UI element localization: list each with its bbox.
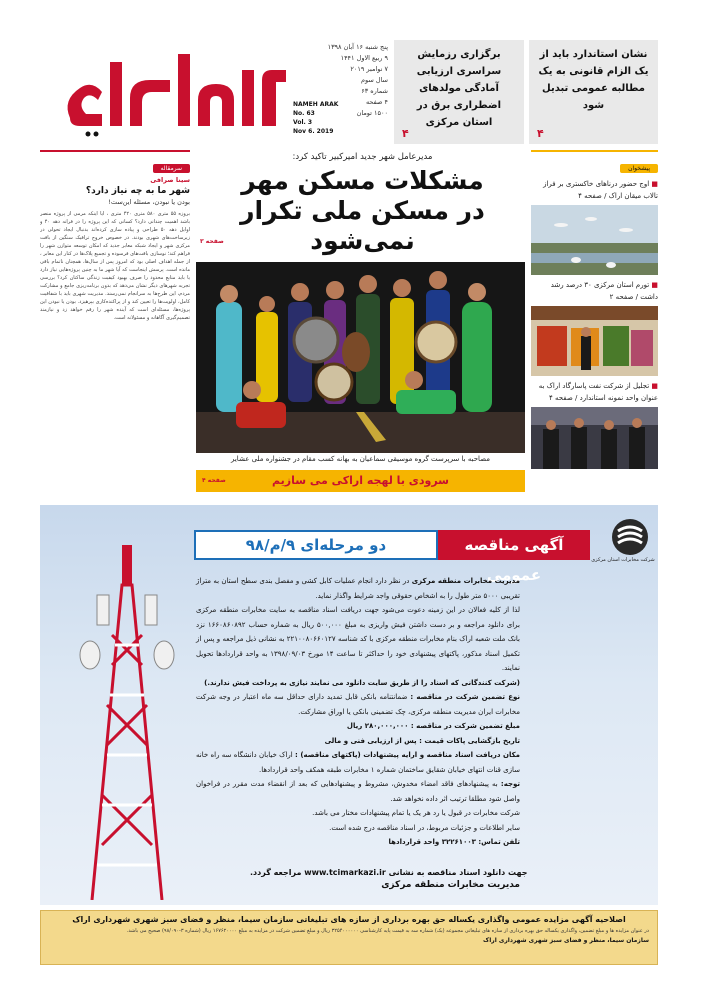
bullet-icon: ■ xyxy=(649,382,658,390)
digest-item-2-text: تورم استان مرکزی ۳۰ درصد رشد داشت / صفحه ۲ xyxy=(550,281,658,301)
cranes-photo[interactable] xyxy=(531,205,658,275)
sub-headline-banner[interactable] xyxy=(196,470,525,492)
more-info: سایر اطلاعات و جزئیات مربوط، در اسناد مناقصه درج شده است. xyxy=(329,823,520,832)
issue-date-gregorian: ۷ نوامبر ۲۰۱۹ xyxy=(350,65,388,73)
editorial-body: بروزه ۵۵ متری ۵۸۰ متری ۴۲۰ متری ، ایا اینکه مرمی از پروژه منصر باشد اهمیت چندانی دارد؟ کسانی که این پروژه را در فرانه دهه ۴۰ و اوایل دهه ۵۰ طراحی و پیاده سازی کرده‌اند بدنبال ایجاد تحولی در زیرساخت‌های شهری بودند. در خصوص خروج ترافیک سنگین از بافت مرکزی شهر و ایجاد شبکه معابر جدید که امکان توسعه متوازن شهر را فراهم کند؛ نوسازی بافت‌های فرسوده و تجمیع پلاک‌ها در کنار این معابر ، از جمله اهداف اصلی بود که امروز پس از سال‌ها، همچنان ناتمام باقی مانده است. پرسش اینجاست که آیا شهر ما به چنین پروژه‌هایی نیاز دارد یا باید منابع محدود را صرف بهبود کیفیت زندگی ساکنان کرد؟ بررسی تجربه شهرهای دیگر نشان می‌دهد که بدون برنامه‌ریزی جامع و مشارکت مردم، این طرح‌ها به سرانجام نمی‌رسند. مدیریت شهری باید با شفافیت کامل، اولویت‌ها را تعیین کند و از پراکنده‌کاری بپرهیزد. بودن یا نبودن این پروژه‌ها، مسئله‌ای است که آینده شهر را رقم خواهد زد و نیازمند تصمیم‌گیری آگاهانه و مسئولانه است. xyxy=(40,211,190,321)
news-digest-column xyxy=(531,150,658,495)
teaser-1-page: ۴ xyxy=(402,127,409,140)
issue-date-hijri: ۹ ربیع الاول ۱۴۴۱ xyxy=(340,54,388,62)
editorial-badge: سرمقاله xyxy=(153,164,190,173)
sub-page-ref: صفحه ۴ xyxy=(202,477,226,484)
tender-signature: مدیریت مخابرات منطقه مرکزی xyxy=(381,880,520,890)
market-photo[interactable] xyxy=(531,306,658,376)
tender-body xyxy=(196,574,520,850)
digest-item-2[interactable] xyxy=(531,279,658,303)
lead-headline-line-1: مشکلات مسکن مهر xyxy=(241,166,484,195)
tender-website[interactable]: جهت دانلود اسناد مناقصه به نشانی www.tcimarkazi.ir مراجعه گردد. xyxy=(250,868,528,877)
tender-issuer: مدیریت مخابرات منطقه مرکزی xyxy=(411,577,520,585)
contact-phone: تلفن تماس: ۳۲۲۶۱۰۰۳ واحد قراردادها xyxy=(388,838,520,846)
telecom-company-logo xyxy=(610,517,650,557)
digest-item-1[interactable] xyxy=(531,178,658,202)
market-illustration xyxy=(531,306,658,376)
teaser-1-text: برگزاری رزمایش سراسری ارزیابی آمادگی مولدهای اضطراری برق در استان مرکزی xyxy=(416,49,502,128)
opening-date: تاریخ بازگشایی پاکات قیمت : پس از ارزیابی فنی و مالی xyxy=(324,736,520,745)
issue-pages: ۴ صفحه xyxy=(365,98,388,106)
issue-number-en: No. 63 xyxy=(293,110,315,117)
note-label: توجه: xyxy=(500,780,521,788)
tender-number: دو مرحله‌ای ۹/م/۹۸ xyxy=(194,530,438,560)
notice-signature: سازمان سیما، منظر و فضای سبز شهری شهرداری اراک xyxy=(483,937,649,944)
logo-subtitle: NAMEH ARAK xyxy=(293,101,339,108)
telecom-tower-icon xyxy=(52,545,202,900)
guarantee-type-label: نوع تضمین شرکت در مناقصه : xyxy=(410,693,521,701)
sub-headline: سرودی با لهجه اراکی می سازیم xyxy=(272,474,449,487)
digest-item-1-text: اوج حضور درناهای خاکستری بر فراز تالاب میقان اراک / صفحه ۴ xyxy=(543,180,658,200)
note-text: به پیشنهادهای فاقد امضاء مخدوش، مشروط و پیشنهادهایی که بعد از انقضاء مدت مقرر در فراخوان واصل شود مطلقا ترتیب اثر داده نخواهد شد. xyxy=(196,780,520,803)
editorial-title[interactable]: شهر ما به چه نیاز دارد؟ xyxy=(85,186,190,196)
lead-kicker: مدیرعامل شهر جدید امیرکبیر تاکید کرد: xyxy=(292,152,433,162)
issue-date-en: Nov 6. 2019 xyxy=(293,128,334,135)
lead-page-ref: صفحه ۳ xyxy=(200,238,224,245)
tender-instructions: لذا از کلیه فعالان در این زمینه دعوت می‌شود جهت دریافت اسناد مناقصه به سایت مخابرات منطقه مرکزی برای دانلود مراجعه و بر دست داشتن فیش واریزی به مبلغ ۵۰۰,۰۰۰ ریال به شماره حساب ۱۶۶۰۸۶۰۸۹۲ نزد بانک ملت شعبه اراک بنام مخابرات منطقه مرکزی با کد شناسه ۲۲۱۰۰۸۰۶۶۰۱۲۷ به نشانی ذیل مراجعه و پس از تکمیل اسناد مذکور، پاکتهای پیشنهادی خود را حداکثر تا ساعت ۱۴ مورخ ۱۳۹۸/۰۹/۰۳ به واحد قراردادها تحویل نمایند. xyxy=(196,606,520,672)
teaser-2-page: ۴ xyxy=(537,127,544,140)
notice-title: اصلاحیه آگهی مزایده عمومی واگذاری یکساله حق بهره برداری از سازه های تبلیغاتی سازمان سیما، منظر و فضای سبز شهری شهرداری اراک xyxy=(72,915,626,924)
guarantee-amount: مبلغ تضمین شرکت در مناقصه : ۲۸۰,۰۰۰,۰۰۰ ریال xyxy=(346,722,520,730)
digest-item-3[interactable] xyxy=(531,380,658,404)
ceremony-photo[interactable] xyxy=(531,407,658,469)
tender-title: آگهی مناقصه عمومی xyxy=(438,530,590,560)
submission-place-value: اراک خیابان دانشگاه سه راه خانه سازی قنات انتهای خیابان شقایق ساختمان شماره ۱ مخابرات طبقه همکف واحد قراردادها. xyxy=(196,751,520,774)
music-group-photo[interactable] xyxy=(196,262,525,453)
tender-download-note: (شرکت کنندگانی که اسناد را از طریق سایت دانلود می نمایند نیازی به پرداخت فیش ندارند.) xyxy=(204,678,520,687)
music-group-illustration xyxy=(196,262,525,453)
newspaper-logo xyxy=(40,40,290,140)
editorial-column xyxy=(40,150,190,495)
issue-meta-en xyxy=(293,100,388,136)
guarantee-type-value: ضمانتنامه بانکی قابل تمدید دارای حداقل سه ماه اعتبار در وجه شرکت مخابرات ایران مدیریت منطقه مرکزی، چک تضمینی بانکی یا اوراق مشارکت. xyxy=(196,693,520,716)
issue-year: سال سوم xyxy=(360,76,388,84)
issue-price: ۱۵۰۰ تومان xyxy=(356,109,388,117)
teaser-1[interactable] xyxy=(394,40,524,144)
lead-headline-line-2: در مسکن ملی تکرار نمی‌شود xyxy=(240,196,485,255)
bullet-icon: ■ xyxy=(649,281,658,289)
editorial-subtitle: بودن یا نبودن، مسئله این‌ست! xyxy=(108,198,190,206)
lead-headline[interactable] xyxy=(200,166,525,256)
company-logo-caption: شرکت مخابرات استان مرکزی xyxy=(591,557,655,563)
submission-place-label: مکان دریافت اسناد مناقصه و ارایه پیشنهادات (پاکتهای مناقصه) : xyxy=(294,751,520,759)
teaser-2-text: نشان استاندارد باید از یک الزام قانونی به یک مطالبه عمومی تبدیل شود xyxy=(538,49,649,111)
editorial-author: سینا صرافی xyxy=(150,176,190,184)
digest-badge: پیشخوان xyxy=(620,164,658,173)
issue-date-fa: پنج شنبه ۱۶ آبان ۱۳۹۸ xyxy=(327,43,388,51)
masthead xyxy=(40,40,290,142)
correction-notice xyxy=(40,910,658,965)
bullet-icon: ■ xyxy=(649,180,658,188)
teaser-2[interactable] xyxy=(529,40,658,144)
photo-caption: مصاحبه با سرپرست گروه موسیقی سماعیان به بهانه کسب مقام در جشنواره ملی عشایر xyxy=(231,455,490,463)
tender-intro: در نظر دارد انجام عملیات کابل کشی و مفصل بندی سطح استان به متراژ تقریبی ۵۰۰۰ متر طول را به اشخاص حقوقی واجد شرایط واگذار نماید. xyxy=(196,577,520,600)
cranes-illustration xyxy=(531,205,658,275)
rights-reserved: شرکت مخابرات در قبول یا رد هر یک یا تمام پیشنهادات مختار می باشد. xyxy=(312,809,520,817)
digest-item-3-text: تجلیل از شرکت نفت پاسارگاد اراک به عنوان واحد نمونه استاندارد / صفحه ۴ xyxy=(538,382,658,402)
ceremony-illustration xyxy=(531,407,658,469)
issue-number: شماره ۶۳ xyxy=(361,87,388,95)
notice-body: در عنوان مزایده ها و مبلغ تضمین، واگذاری یکساله حق بهره برداری از سازه های تبلیغاتی مجموعه (یک) شماره سه به قیمت پایه کارشناسی ۳۲۵۴۰۰۰۰۰۰ ریال و مبلغ تضمین شرکت در مزایده به مبلغ ۱۶۷۶۲۰۰۰۰ ریال (شماره ۳-۹۸/۰۹۰) صحیح می باشد. xyxy=(126,928,649,934)
issue-volume-en: Vol. 3 xyxy=(293,119,313,126)
